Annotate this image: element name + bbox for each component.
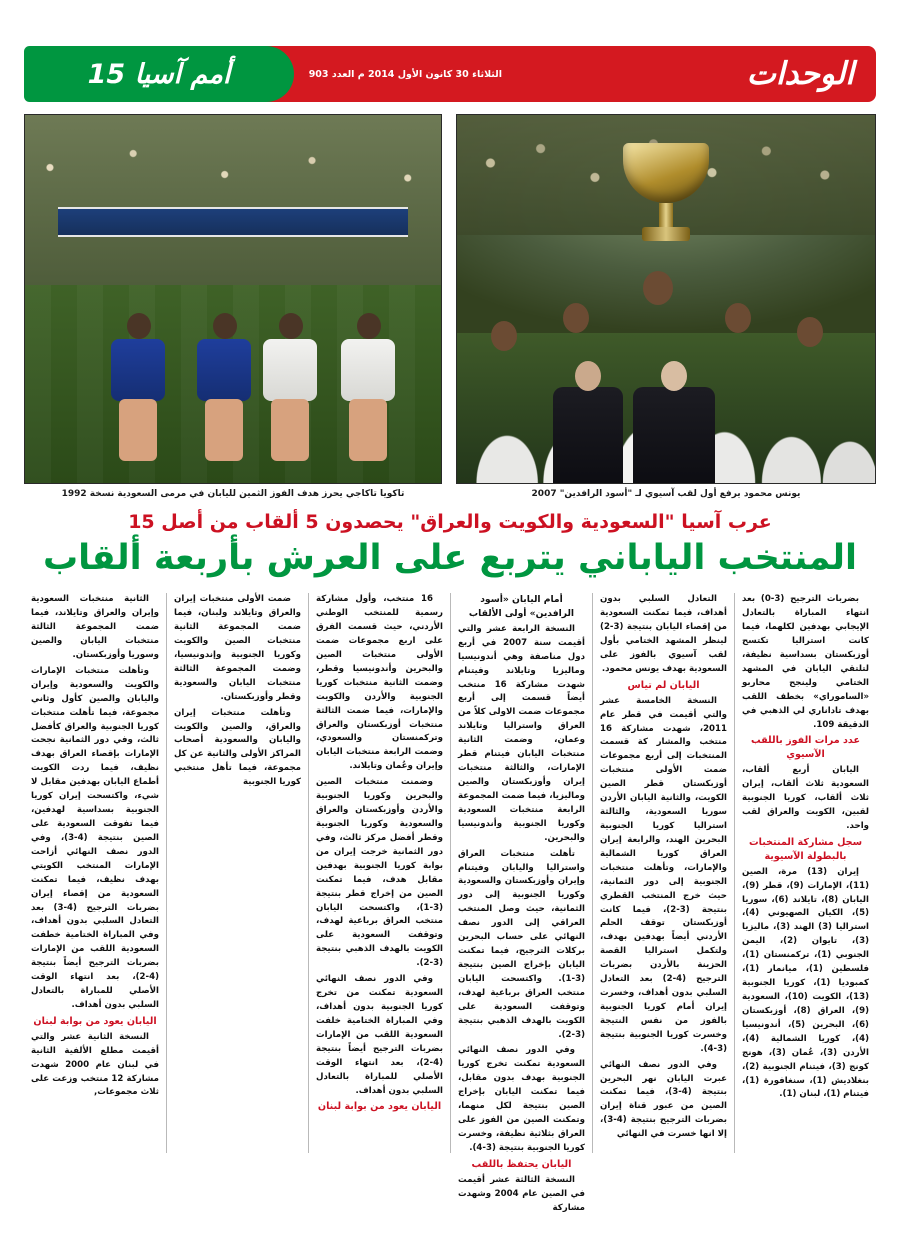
article-paragraph: إيران (13) مرة، الصين (11)، الإمارات (9)، قطر (9)، اليابان (8)، تايلاند (6)، سوريا (5)، الكيان الصهيوني (4)، استراليا (3) الهند (3)، ماليزيا (3)، تايوان (2)، اليمن الجنوبي (1)، تركمنستان (1)، فلسطين (1)، ميانمار (1)، كمبوديا (1)، كوريا الجنوبية (13)، الكويت (10)، السعودية (9)، العراق (8)، أوزبكستان (6)، البحرين (5)، أندونيسيا (4)، كوريا الشمالية (4)، الأردن (3)، عُمان (3)، هونج كونج (3)، فيتنام الجنوبية (2)، بنغلاديش (1)، سنغافورة (1)، فيتنام (1)، لبنان (1). (742, 866, 869, 1100)
main-headline: المنتخب الياباني يتربع على العرش بأربعة ألقاب (43, 538, 857, 579)
publication-title: الوحدات (746, 55, 854, 92)
masthead (24, 46, 876, 102)
article-paragraph: وتأهلت منتخبات إيران والعراق، والصين والكويت واليابان والسعودية أصحاب المراكز الأولى والثانية عن كل مجموعة، فيما تأهل منتخبي كوريا الجنوبية (174, 707, 301, 788)
photo-block-left (456, 114, 876, 501)
section-subheading: اليابان لم تياس (627, 679, 700, 691)
article-paragraph: بضربات الترجيح (3-0) بعد انتهاء المباراة بالتعادل الإيجابي بهدفين لكلهما، فيما كانت استراليا تكتسح أوزبكستان بسداسية نظيفة، لتلتقي اليابان في المشهد الختامي ولينجح محاربو «الساموراي» بخطف اللقب بهدف تاداناري لي الذهبي في الدقيقة 109. (742, 594, 869, 730)
article-paragraph: النسخة الرابعة عشر والتي أقيمت سنة 2007 في أربع دول مناصفة وهي أندونيسيا وماليزيا وتايلاند وفيتنام شهدت مشاركة 16 منتخب أيضاً قسمت إلى أربع مجموعات ضمت الاولى كلاً من العراق واستراليا وتايلاند وعمان، وضمت الثانية منتخبات اليابان فيتنام قطر الإمارات، والثالثة منتخبات إيران وأوزبكستان والصين وماليزيا، فيما ضمت المجموعة الرابعة منتخبات السعودية وكوريا الجنوبية وأندونيسيا والبحرين. (458, 623, 585, 843)
section-subheading: عدد مرات الفوز باللقب الآسيوي (751, 735, 860, 761)
article-paragraph: ضمت الأولى منتخبات إيران والعراق وتايلاند ولبنان، فيما ضمت المجموعة الثانية منتخبات الصين والكويت وكوريا الجنوبية وإندونيسيا، وضمت المجموعة الثالثة منتخبات اليابان والسعودية وقطر وأوزبكستان. (174, 594, 301, 702)
article-paragraph: الثانية منتخبات السعودية وإيران والعراق وتايلاند، فيما ضمت المجموعة الثالثة منتخبات اليابان والصين وسوريا وأوزبكستان. (31, 594, 159, 660)
article-paragraph: وفي الدور نصف النهائي السعودية تمكنت من تخرج كوريا الجنوبية بدون أهداف، وفي المباراة الختامية خلفت السعودية اللقب من الإمارات بضربات الترجيح أيضاً بنتيجة (4-2)، بعد انتهاء الوقت الأصلي للمباراة بالتعادل السلبي بدون أهداف. (316, 974, 443, 1096)
article-paragraph: وضمنت منتخبات الصين والبحرين وكوريا الجنوبية والأردن وأوزبكستان والعراق والسعودية وكوريا الجنوبية وقطر أفضل مركز ثالث، وفي دور الثمانية خرجت إيران من بوابة كوريا الجنوبية بهدفين مقابل هدف، فيما تمكنت الصين من إخراج قطر بنتيجة (3-1)، واكتسحت اليابان منتخب العراق برباعية لهدف، وتوقفت السعودية على الكويت بالهدف الذهبي بنتيجة (3-2). (316, 777, 443, 969)
article-paragraph: النسخة الثالثة عشر أقيمت في الصين عام 2004 وشهدت مشاركة (458, 1174, 585, 1213)
article-paragraph: النسخة الخامسة عشر والتي أقيمت في قطر عام 2011، شهدت مشاركة 16 منتخب والمشار كة قسمت المنتخبات إلى أربع مجموعات ضمت الأولى منتخبات أوزبكستان قطر الصين الكويت، والثانية اليابان الأردن سوريا السعودية، والثالثة استراليا كوريا الجنوبية البحرين الهند، والرابعة إيران العراق كوريا الشمالية والإمارات، وتأهلت منتخبات الجنوبية إلى دور الثمانية، حيث خرج المنتخب القطري بنتيجة (3-2)، فيما كانت أوزبكستان توقف الحلم الأردني أيضاً بهدفين بهدف، ولتكمل استراليا القصة الحزينة بالأردن بضربات الترجيح (4-2) بعد التعادل السلبي بدون أهداف، وخسرت إيران أمام كوريا الجنوبية بالفوز من نفس النتيجة وخسرت كوريا الجنوبية بنتيجة (3-4). (600, 695, 728, 1054)
section-subheading: اليابان يعود من بوابة لبنان (317, 1101, 442, 1113)
photo-block-right (24, 114, 442, 501)
player-white-2 (341, 313, 395, 473)
kicker-headline: عرب آسيا "السعودية والكويت والعراق" يحصدون 5 ألقاب من أصل 15 (128, 510, 772, 533)
article-paragraph: التعادل السلبي بدون أهداف، فيما تمكنت السعودية من إقصاء اليابان بنتيجة (3-2) لينظر المشهد الختامي بأول لقب آسيوي بالفوز على السعودية بهدف يونس محمود. (600, 594, 727, 674)
section-badge (24, 46, 294, 102)
section-badge-label: أمم آسيا 15 (87, 58, 231, 90)
article-paragraph: النسخة الثانية عشر والتي أقيمت مطلع الألفية الثانية في لبنان عام 2000 شهدت مشاركة 12 منتخب وزعت على ثلاث مجموعات, (31, 1031, 160, 1098)
article-paragraph: وفي الدور نصف النهائي السعودية تمكنت تخرج كوريا الجنوبية بهدف بدون مقابل، فيما تمكنت اليابان بإخراج الصين بنتيجة لكل منهما، وتمكنت الصين من الفوز على العراق بثلاثية نظيفة، وخسرت كوريا الجنوبية بنتيجة (3-4). (458, 1045, 585, 1153)
column-1 (734, 593, 876, 1153)
section-subheading: اليابان يحتفظ باللقب (471, 1158, 572, 1170)
player-white-1 (263, 313, 317, 473)
advertising-board (58, 207, 407, 237)
article-columns (24, 593, 876, 1213)
section-subheading: اليابان يعود من بوابة لبنان (33, 1015, 157, 1027)
photo-caption-right: تاكويا تاكاجي يحرز هدف الفوز الثمين لليابان في مرمى السعودية نسخة 1992 (61, 489, 405, 499)
section-subheading: سجل مشاركة المنتخبات بالبطولة الآسيوية (748, 836, 863, 862)
article-paragraph: اليابان أربع ألقاب، السعودية ثلاث ألقاب، إيران ثلاث ألقاب، كوريا الجنوبية لقبين، الكويت والعراق لقب واحد. (742, 765, 869, 831)
issue-date: الثلاثاء 30 كانون الأول 2014 م العدد 903 (308, 68, 502, 80)
column-2 (592, 593, 734, 1153)
column-6 (24, 593, 166, 1153)
stadium-stand (25, 115, 441, 290)
photo-row (24, 114, 876, 501)
article-paragraph: وتأهلت منتخبات الإمارات والكويت والسعودية وإيران واليابان والصين كأول وثاني مجموعة، فيما تأهلت منتخبات كوريا الجنوبية والعراق كأفضل ثالث، وفي دور الثمانية نجحت الإمارات بإقصاء العراق بهدف نظيف، فيما ردت الكويت أطماع اليابان بهدفين مقابل لا شيء، واكتسحت إيران كوريا الجنوبية بسداسية لهدفين، فيما تفوقت السعودية على الصين بنتيجة (4-3)، وفي الدور نصف النهائي أزاحت الإمارات المنتخب الكويتي بهدف نظيف، فيما تمكنت السعودية من إقصاء إيران بضربات الترجيح (4-3) بعد التعادل السلبي بدون أهداف، وفي المباراة الختامية خطفت السعودية اللقب من الإمارات بضربات الترجيح أيضاً بنتيجة (4-2)، بعد انتهاء الوقت الأصلي للمباراة بالتعادل السلبي بدون أهداف. (31, 665, 159, 1010)
player-blue-1 (111, 313, 165, 473)
column-lead-heading: أمام اليابان «أسود الرافدين» أولى الألقاب (468, 594, 575, 620)
column-3 (450, 593, 592, 1213)
photo-caption-left: يونس محمود يرفع أول لقب آسيوي لـ "أسود الرافدين" 2007 (531, 489, 801, 499)
player-blue-2 (197, 313, 251, 473)
column-4 (308, 593, 450, 1153)
article-paragraph: 16 منتخب، وأول مشاركة رسمية للمنتخب الوطني الأردني، حيث قسمت الفرق على اربع مجموعات ضمت الأولى منتخبات الصين والبحرين وأندونيسيا وقطر، وضمت الثانية منتخبات كوريا الجنوبية والأردن والكويت والإمارات، فيما ضمت الثالثة منتخبات أوزبكستان والعراق وتركمنستان والسعودي، وضمت الرابعة منتخبات اليابان وإيران وعُمان وتايلاند. (316, 594, 443, 772)
column-5 (166, 593, 308, 1153)
headline-block (24, 511, 876, 582)
article-paragraph: تأهلت منتخبات العراق واستراليا واليابان وفيتنام وإيران وأوزبكستان والسعودية وكوريا الجنوبية إلى دور الثمانية، حيث وصل المنتخب العراقي إلى الدور نصف النهائي على حساب البحرين بركلات الترجيح، فيما تمكنت اليابان بإخراج الصين بنتيجة (3-1). واكتسحت اليابان منتخب العراق برباعية لهدف، وتوقفت السعودية على الكويت بالهدف الذهبي بنتيجة (3-2). (458, 848, 585, 1040)
match-action-photo (24, 114, 442, 484)
newspaper-page (0, 46, 900, 1246)
trophy-celebration-photo (456, 114, 876, 484)
article-paragraph: وفي الدور نصف النهائي عبرت اليابان نهر البحرين بنتيجة (4-3)، فيما تمكنت الصين من عبور قناة إيران بضربات الترجيح بنتيجة (4-3)، إلا انها خسرت في النهائي (600, 1059, 728, 1140)
